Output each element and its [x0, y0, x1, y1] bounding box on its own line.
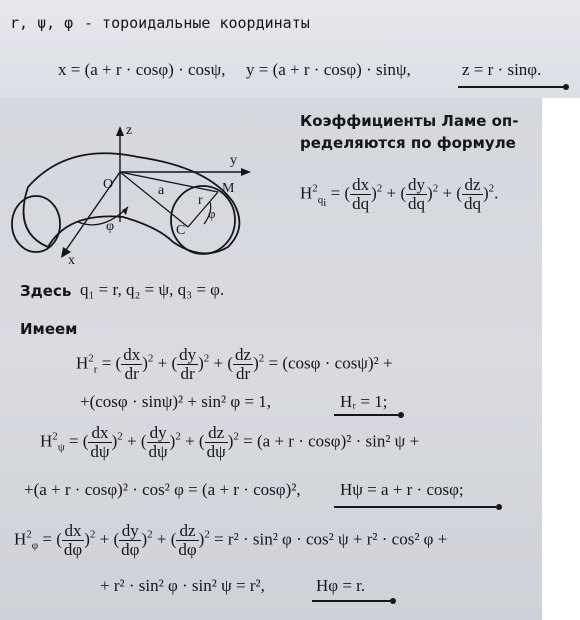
hphi-result: Hφ = r. [316, 576, 366, 595]
label-x: x [68, 253, 75, 268]
coords-vars: r, ψ, φ [10, 14, 74, 32]
hr-line2: +(cosφ · sinψ)² + sin² φ = 1, [80, 392, 272, 411]
label-a: a [158, 183, 165, 198]
end-dot-1 [563, 84, 569, 90]
hpsi-equation: $H^2_\psi$ = ( $\frac{dx}{d\psi}$ )$^2$ + ( $\frac{dy}{d\psi}$ )$^2$ + ( $\frac{dz}{d\psi}$ )$^2$ = (a + r · cosφ)² · sin² ψ + [40, 423, 420, 461]
q-assignment: q₁ = r, q₂ = ψ, q₃ = φ. [80, 280, 225, 299]
end-dot-hr [398, 412, 404, 418]
formula-z: z = r · sinφ. [462, 60, 542, 79]
formula-y: y = (a + r · cosφ) · sinψ, [246, 60, 411, 79]
lame-text-2: ределяются по формуле [300, 134, 516, 152]
formula-x: x = (a + r · cosφ) · cosψ, [58, 60, 226, 79]
label-M: M [222, 181, 235, 196]
imeem-label: Имеем [20, 320, 78, 338]
right-tube [171, 186, 235, 254]
coords-description: - тороидальные координаты [84, 14, 310, 32]
label-O: O [103, 177, 114, 192]
hphi-line2: + r² · sin² φ · sin² ψ = r², [100, 576, 265, 595]
left-tube [12, 196, 60, 252]
lame-text-1: Коэффициенты Ламе оп- [300, 112, 519, 130]
torus-diagram [8, 112, 278, 272]
lame-formula: $H^2_{q_i}$ = ( $\frac{dx}{dq}$ )$^2$ + ( $\frac{dy}{dq}$ )$^2$ + ( $\frac{dz}{dq}$ )$^2$. [300, 175, 499, 213]
end-dot-hphi [390, 598, 396, 604]
label-r: r [198, 193, 203, 208]
label-phi-1: φ [106, 219, 115, 234]
hphi-equation: $H^2_\varphi$ = ( $\frac{dx}{d\varphi}$ )$^2$ + ( $\frac{dy}{d\varphi}$ )$^2$ + ( $\frac{dz}{d\varphi}$ )$^2$ = r² · sin² φ · cos² ψ + r² · cos² φ + [14, 521, 448, 559]
hpsi-line2: +(a + r · cosφ)² · cos² φ = (a + r · cosφ)², [24, 480, 301, 499]
zdes-label: Здесь [20, 282, 72, 300]
label-z: z [126, 123, 133, 138]
hr-result: Hᵣ = 1; [340, 392, 388, 411]
underline-hr [334, 414, 398, 416]
end-dot-hpsi [496, 504, 502, 510]
underline-hpsi [334, 506, 496, 508]
hr-equation: $H^2_r$ = ( $\frac{dx}{dr}$ )$^2$ + ( $\frac{dy}{dr}$ )$^2$ + ( $\frac{dz}{dr}$ )$^2$ = (cosφ · cosψ)² + [76, 345, 393, 383]
underline-hphi [312, 600, 390, 602]
label-y: y [230, 153, 237, 168]
underline-z [458, 86, 564, 88]
label-phi-2: φ [208, 206, 216, 221]
hpsi-result: Hψ = a + r · cosφ; [340, 480, 464, 499]
label-C: C [176, 223, 186, 238]
